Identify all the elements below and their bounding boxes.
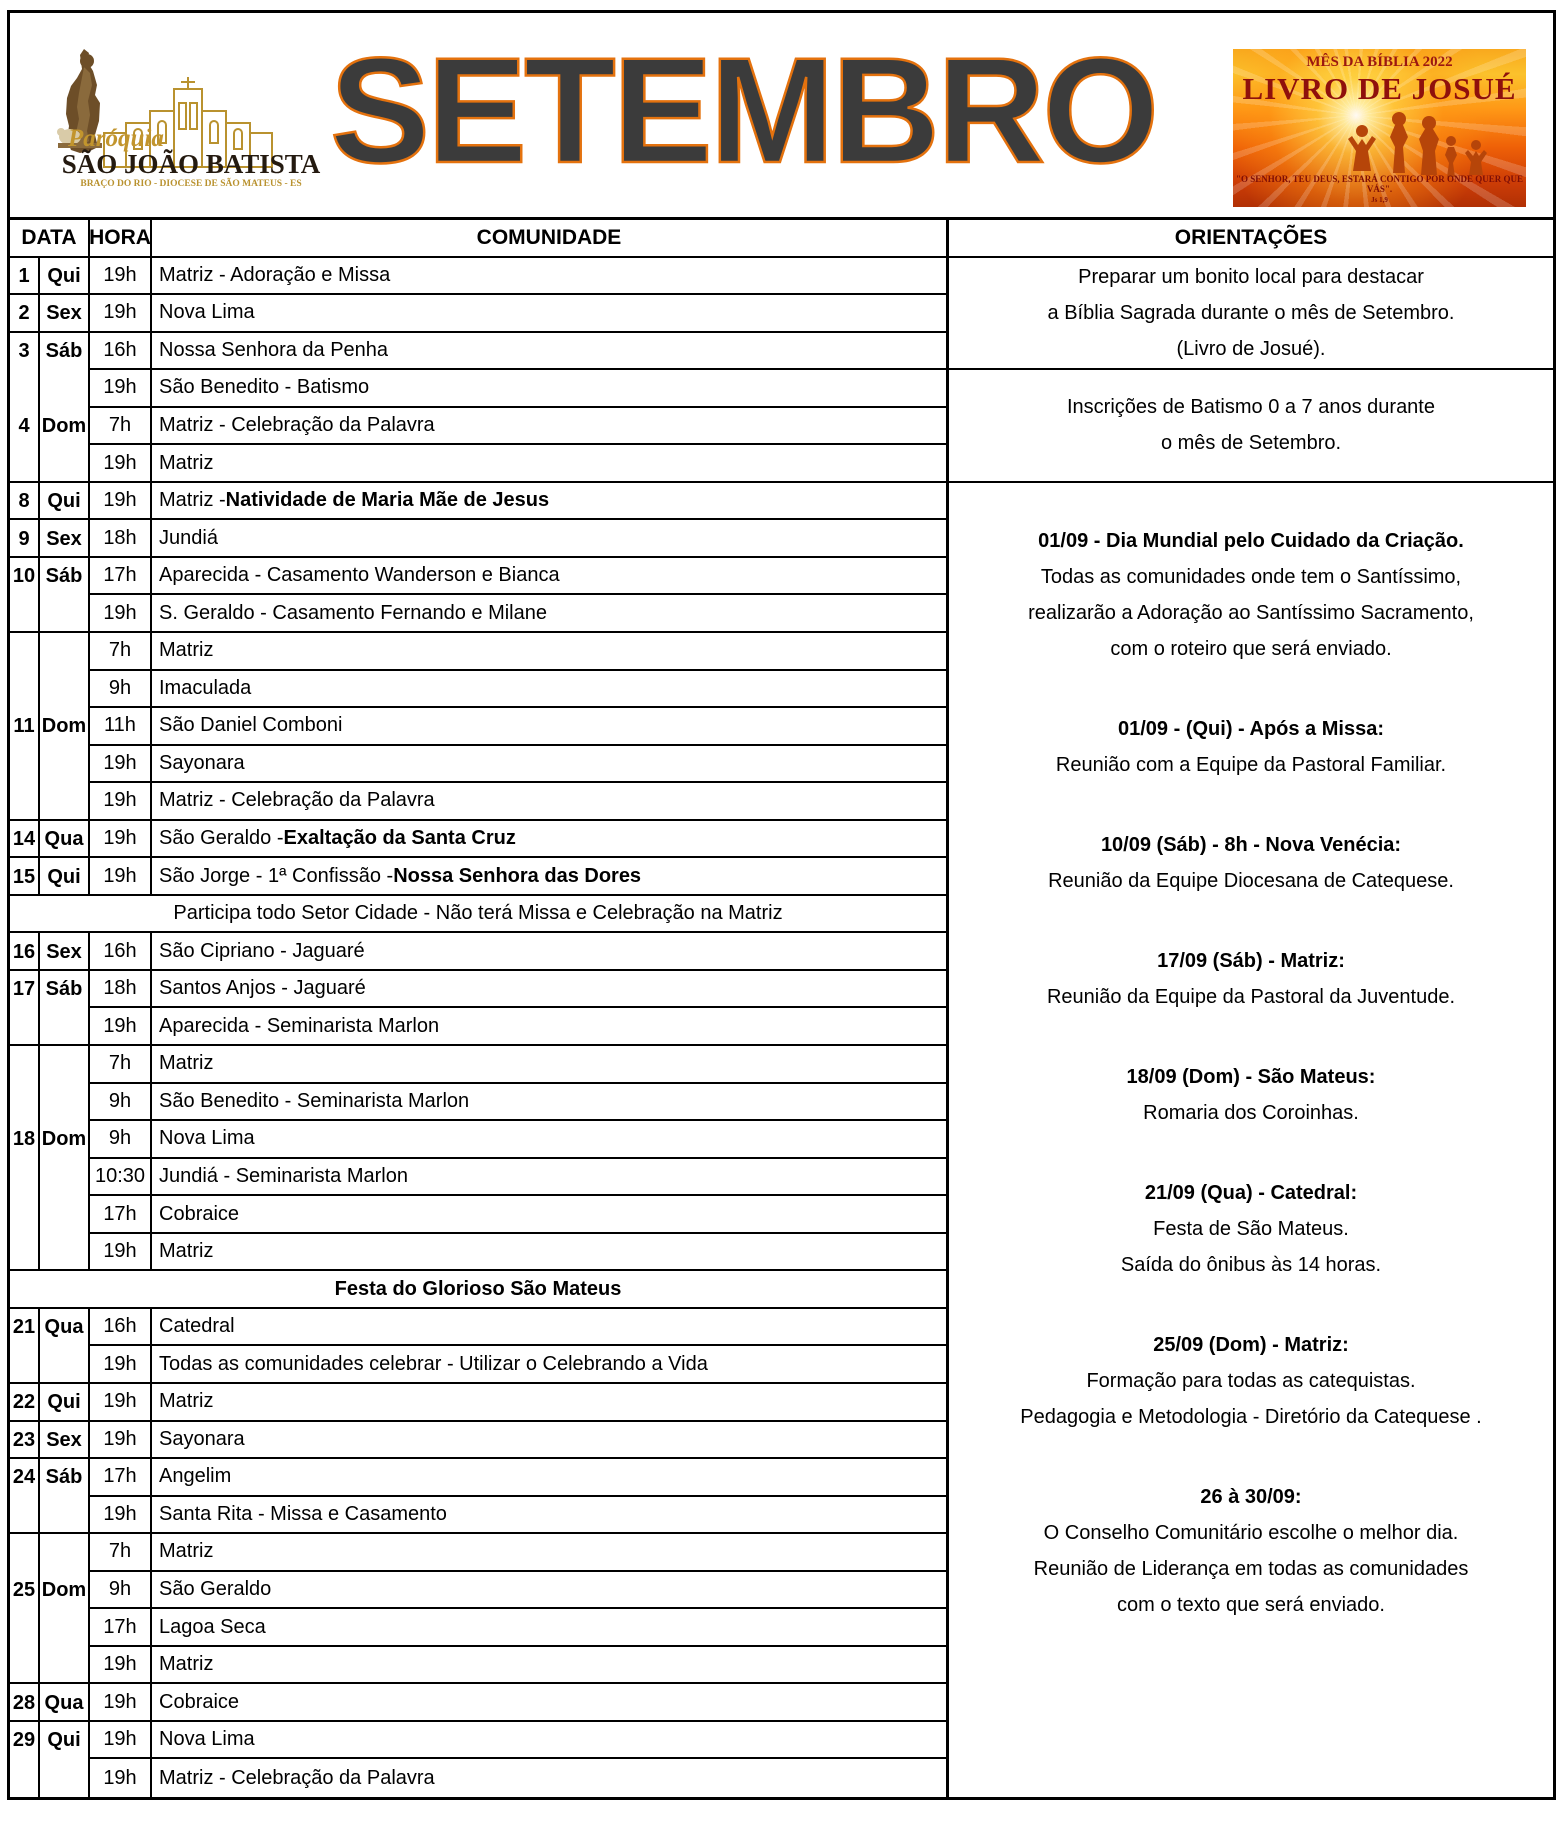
- comunidade-cell: [152, 746, 946, 784]
- comunidade-text: São Benedito - Seminarista Marlon: [159, 1089, 470, 1112]
- comunidade-cell: [152, 633, 946, 671]
- hora-cell: 9h: [90, 1572, 152, 1610]
- date-number-cell: [10, 858, 40, 896]
- date-number-label: 14: [12, 828, 36, 851]
- hora-cell: 9h: [90, 671, 152, 709]
- date-number-cell: [10, 558, 40, 633]
- month-title: SETEMBRO: [330, 26, 1157, 194]
- date-number-label: 10: [12, 565, 36, 588]
- hora-cell: 19h: [90, 1684, 152, 1722]
- hora-cell: 19h: [90, 1497, 152, 1535]
- comunidade-text: Lagoa Seca: [159, 1615, 266, 1638]
- hora-cell: 7h: [90, 408, 152, 446]
- comunidade-cell: [152, 1534, 946, 1572]
- hora-cell: 19h: [90, 1008, 152, 1046]
- parish-logo: [28, 27, 328, 207]
- comunidade-text: Cobraice: [159, 1202, 240, 1225]
- page-frame: [7, 10, 1556, 1800]
- orientation-block-title: 01/09 - (Qui) - Após a Missa:: [1118, 717, 1384, 740]
- date-number-label: 16: [12, 940, 36, 963]
- schedule-table: [10, 220, 946, 1797]
- hora-cell: 18h: [90, 971, 152, 1009]
- date-number-cell: [10, 633, 40, 821]
- date-number-cell: [10, 1684, 40, 1722]
- hora-cell: 19h: [90, 1384, 152, 1422]
- hora-cell: 10:30: [90, 1159, 152, 1197]
- date-number-label: 17: [12, 978, 36, 1001]
- date-day-label: Dom: [41, 1578, 87, 1601]
- date-number-label: 8: [18, 490, 30, 513]
- comunidade-cell: [152, 1647, 946, 1685]
- comunidade-text: Matriz: [159, 1240, 214, 1263]
- comunidade-cell: [152, 821, 946, 859]
- comunidade-text: Matriz: [159, 1390, 214, 1413]
- comunidade-cell: [152, 408, 946, 446]
- col-header-comunidade: COMUNIDADE: [152, 220, 946, 258]
- orientation-line: Todas as comunidades onde tem o Santíssimo,: [1040, 565, 1462, 588]
- date-day-label: Dom: [41, 415, 87, 437]
- comunidade-cell: [152, 370, 946, 408]
- hora-cell: 17h: [90, 1196, 152, 1234]
- hora-cell: 19h: [90, 445, 152, 483]
- date-number-cell: [10, 821, 40, 859]
- comunidade-cell: [152, 1497, 946, 1535]
- date-day-cell: [40, 858, 90, 896]
- comunidade-text: Santos Anjos - Jaguaré: [159, 977, 366, 1000]
- banner-line2: LIVRO DE JOSUÉ: [1242, 71, 1517, 106]
- comunidade-text: São Jorge - 1ª Confissão -: [159, 864, 394, 887]
- date-number-label: 22: [12, 1391, 36, 1414]
- date-day-cell: [40, 633, 90, 821]
- hora-cell: 19h: [90, 1722, 152, 1760]
- orientation-line: Reunião de Liderança em todas as comunidades: [1033, 1557, 1469, 1580]
- date-day-label: Sex: [46, 940, 82, 963]
- date-day-cell: [40, 258, 90, 296]
- orientation-line: Romaria dos Coroinhas.: [1143, 1101, 1359, 1124]
- hora-cell: 17h: [90, 1609, 152, 1647]
- logo-diocese-subtitle: BRAÇO DO RIO - DIOCESE DE SÃO MATEUS - ES: [80, 179, 302, 189]
- banner-quote: "O SENHOR, TEU DEUS, ESTARÁ CONTIGO POR ONDE QUER QUE VÁS".: [1236, 174, 1523, 194]
- date-day-label: Sáb: [45, 565, 83, 588]
- orientation-block: [949, 711, 1553, 783]
- date-number-label: 24: [12, 1466, 36, 1489]
- orientation-line: realizarão a Adoração ao Santíssimo Sacramento,: [1028, 601, 1474, 624]
- date-day-cell: [40, 933, 90, 971]
- hora-cell: 19h: [90, 821, 152, 859]
- date-day-cell: [40, 1684, 90, 1722]
- comunidade-text: Matriz - Celebração da Palavra: [159, 1766, 435, 1789]
- comunidade-text: Jundiá - Seminarista Marlon: [159, 1164, 408, 1187]
- comunidade-cell: [152, 1759, 946, 1797]
- comunidade-cell: [152, 520, 946, 558]
- comunidade-text: S. Geraldo - Casamento Fernando e Milane: [159, 601, 547, 624]
- comunidade-cell: [152, 333, 946, 371]
- comunidade-cell: [152, 558, 946, 596]
- comunidade-cell: [152, 671, 946, 709]
- date-number-label: 28: [12, 1691, 36, 1714]
- date-day-label: Sáb: [45, 1466, 83, 1489]
- date-number-cell: [10, 933, 40, 971]
- bible-month-banner: [1233, 49, 1526, 207]
- date-number-label: 3: [18, 339, 30, 362]
- date-number-cell: [10, 1309, 40, 1384]
- comunidade-cell: [152, 933, 946, 971]
- date-day-label: Qui: [47, 264, 81, 287]
- date-number-cell: [10, 1459, 40, 1534]
- comunidade-text: Catedral: [159, 1315, 235, 1338]
- date-number-label: 11: [13, 715, 35, 738]
- comunidade-cell: [152, 483, 946, 521]
- comunidade-cell: [152, 1722, 946, 1760]
- comunidade-text: Nova Lima: [159, 1728, 255, 1751]
- hora-cell: 16h: [90, 1309, 152, 1347]
- col-header-hora: HORA: [90, 220, 152, 258]
- orientation-line: Reunião da Equipe da Pastoral da Juventude.: [1046, 985, 1456, 1008]
- date-number-label: 2: [18, 302, 30, 325]
- date-day-label: Sáb: [45, 978, 83, 1001]
- comunidade-cell: [152, 1572, 946, 1610]
- date-day-cell: [40, 520, 90, 558]
- hora-cell: 16h: [90, 933, 152, 971]
- hora-cell: 19h: [90, 483, 152, 521]
- hora-cell: 19h: [90, 1422, 152, 1460]
- date-number-cell: [10, 1722, 40, 1797]
- date-day-label: Sex: [46, 527, 82, 550]
- orientation-block: [949, 943, 1553, 1015]
- comunidade-text: Matriz - Adoração e Missa: [159, 263, 391, 286]
- comunidade-cell: [152, 1346, 946, 1384]
- hora-cell: 19h: [90, 370, 152, 408]
- orientations-column: [946, 220, 1553, 1797]
- orientations-cell-bible: [949, 258, 1553, 371]
- logo-parish-name: SÃO JOÃO BATISTA: [61, 149, 321, 179]
- comunidade-cell: [152, 1422, 946, 1460]
- date-number-cell: [10, 483, 40, 521]
- page-header: [10, 13, 1553, 217]
- comunidade-cell: [152, 445, 946, 483]
- hora-cell: 19h: [90, 783, 152, 821]
- comunidade-cell: [152, 858, 946, 896]
- comunidade-text: Exaltação da Santa Cruz: [283, 827, 516, 850]
- date-day-label: Sex: [46, 1428, 82, 1451]
- date-day-label: Qui: [47, 1729, 81, 1752]
- hora-cell: 11h: [90, 708, 152, 746]
- orientation-line: Reunião da Equipe Diocesana de Catequese.: [1048, 869, 1454, 892]
- date-day-label: Sex: [46, 302, 82, 325]
- date-day-label: Sáb: [45, 339, 83, 362]
- comunidade-cell: [152, 1046, 946, 1084]
- date-day-cell: [40, 971, 90, 1046]
- date-number-cell: [10, 1384, 40, 1422]
- comunidade-text: Aparecida - Seminarista Marlon: [159, 1014, 440, 1037]
- comunidade-cell: [152, 1609, 946, 1647]
- date-day-label: Qui: [47, 865, 81, 888]
- date-number-cell: [10, 971, 40, 1046]
- comunidade-text: Aparecida - Casamento Wanderson e Bianca: [159, 564, 560, 587]
- hora-cell: 19h: [90, 295, 152, 333]
- orientations-header: ORIENTAÇÕES: [949, 220, 1553, 258]
- hora-cell: 17h: [90, 1459, 152, 1497]
- comunidade-cell: [152, 1384, 946, 1422]
- comunidade-cell: [152, 1684, 946, 1722]
- hora-cell: 7h: [90, 1534, 152, 1572]
- hora-cell: 7h: [90, 1046, 152, 1084]
- date-number-cell: [10, 258, 40, 296]
- hora-cell: 19h: [90, 1759, 152, 1797]
- orientation-line: Saída do ônibus às 14 horas.: [1120, 1253, 1382, 1276]
- comunidade-text: Matriz - Celebração da Palavra: [159, 789, 435, 812]
- hora-cell: 19h: [90, 1346, 152, 1384]
- orientation-line: O Conselho Comunitário escolhe o melhor dia.: [1043, 1521, 1459, 1544]
- comunidade-text: Nova Lima: [159, 1127, 255, 1150]
- date-day-label: Qui: [47, 490, 81, 513]
- comunidade-cell: [152, 1309, 946, 1347]
- col-header-data: DATA: [10, 220, 90, 258]
- date-number-cell: [10, 1534, 40, 1684]
- banner-verse-ref: Js 1,9: [1371, 196, 1388, 204]
- comunidade-text: Matriz: [159, 1540, 214, 1563]
- date-day-cell: [40, 333, 90, 483]
- comunidade-text: Matriz: [159, 1653, 214, 1676]
- orientation-block: [949, 1175, 1553, 1283]
- hora-cell: 16h: [90, 333, 152, 371]
- comunidade-text: Sayonara: [159, 751, 245, 774]
- date-number-label: 18: [12, 1128, 36, 1151]
- comunidade-cell: [152, 1121, 946, 1159]
- orientation-block: [949, 1327, 1553, 1435]
- date-day-label: Qui: [47, 1391, 81, 1414]
- date-number-cell: [10, 520, 40, 558]
- date-day-cell: [40, 1046, 90, 1271]
- comunidade-cell: [152, 971, 946, 1009]
- date-day-cell: [40, 1309, 90, 1384]
- orientation-block: [949, 523, 1553, 667]
- date-number-label: 29: [12, 1729, 36, 1752]
- comunidade-text: Matriz: [159, 639, 214, 662]
- comunidade-text: Matriz: [159, 1052, 214, 1075]
- orientation-block-title: 21/09 (Qua) - Catedral:: [1144, 1181, 1358, 1204]
- date-number-cell: [10, 333, 40, 483]
- orientation-block-title: 01/09 - Dia Mundial pelo Cuidado da Criação.: [1038, 529, 1464, 552]
- hora-cell: 19h: [90, 858, 152, 896]
- comunidade-text: São Geraldo -: [159, 827, 284, 850]
- comunidade-cell: [152, 1196, 946, 1234]
- hora-cell: 18h: [90, 520, 152, 558]
- comunidade-text: Santa Rita - Missa e Casamento: [159, 1502, 447, 1525]
- orientations-cell-notices: [949, 483, 1553, 1797]
- orientation-block-title: 18/09 (Dom) - São Mateus:: [1126, 1065, 1376, 1088]
- comunidade-text: Nova Lima: [159, 301, 255, 324]
- comunidade-cell: [152, 295, 946, 333]
- date-number-label: 15: [12, 865, 36, 888]
- comunidade-text: São Geraldo: [159, 1577, 272, 1600]
- date-day-cell: [40, 295, 90, 333]
- comunidade-cell: [152, 258, 946, 296]
- orientation-line: a Bíblia Sagrada durante o mês de Setembro.: [1047, 301, 1455, 324]
- orientation-line: Festa de São Mateus.: [1153, 1217, 1349, 1240]
- table-note-row: Festa do Glorioso São Mateus: [10, 1271, 946, 1309]
- comunidade-text: Nossa Senhora das Dores: [393, 864, 642, 887]
- hora-cell: 19h: [90, 1234, 152, 1272]
- date-number-cell: [10, 1046, 40, 1271]
- orientation-block-title: 17/09 (Sáb) - Matriz:: [1157, 949, 1345, 972]
- comunidade-cell: [152, 783, 946, 821]
- logo-paroquia-text: Paróquia: [68, 125, 164, 152]
- date-day-cell: [40, 483, 90, 521]
- orientation-block: [949, 1479, 1553, 1623]
- hora-cell: 19h: [90, 258, 152, 296]
- date-number-label: 1: [18, 264, 30, 287]
- table-note-row: Participa todo Setor Cidade - Não terá Missa e Celebração na Matriz: [10, 896, 946, 934]
- comunidade-cell: [152, 1459, 946, 1497]
- comunidade-cell: [152, 1234, 946, 1272]
- date-number-label: 4: [18, 415, 30, 437]
- orientation-block: [949, 827, 1553, 899]
- date-number-label: 25: [12, 1578, 36, 1601]
- date-day-label: Qua: [44, 828, 84, 851]
- date-day-cell: [40, 1534, 90, 1684]
- date-number-cell: [10, 295, 40, 333]
- orientation-block-title: 10/09 (Sáb) - 8h - Nova Venécia:: [1100, 833, 1402, 856]
- hora-cell: 9h: [90, 1121, 152, 1159]
- orientation-block-title: 25/09 (Dom) - Matriz:: [1153, 1333, 1349, 1356]
- date-day-cell: [40, 821, 90, 859]
- hora-cell: 19h: [90, 595, 152, 633]
- orientation-block: [949, 1059, 1553, 1131]
- date-day-cell: [40, 1459, 90, 1534]
- date-number-label: 21: [12, 1316, 36, 1339]
- comunidade-text: São Benedito - Batismo: [159, 376, 370, 399]
- orientation-line: Formação para todas as catequistas.: [1086, 1369, 1416, 1392]
- comunidade-cell: [152, 708, 946, 746]
- comunidade-text: Matriz - Celebração da Palavra: [159, 414, 435, 436]
- comunidade-text: Todas as comunidades celebrar - Utilizar o Celebrando a Vida: [159, 1352, 708, 1375]
- orientation-line: Inscrições de Batismo 0 a 7 anos durante: [1067, 396, 1435, 419]
- date-number-label: 23: [12, 1428, 36, 1451]
- comunidade-text: Imaculada: [159, 676, 252, 699]
- orientation-line: (Livro de Josué).: [1176, 337, 1326, 360]
- date-day-label: Dom: [41, 715, 87, 738]
- orientation-line: Reunião com a Equipe da Pastoral Familiar.: [1055, 753, 1447, 776]
- orientation-line: com o texto que será enviado.: [1117, 1593, 1385, 1616]
- date-day-cell: [40, 558, 90, 633]
- comunidade-text: São Cipriano - Jaguaré: [159, 939, 365, 962]
- comunidade-cell: [152, 1084, 946, 1122]
- orientation-line: Pedagogia e Metodologia - Diretório da Catequese .: [1020, 1405, 1482, 1428]
- orientation-line: com o roteiro que será enviado.: [1110, 637, 1392, 660]
- orientations-cell-baptism: [949, 370, 1553, 483]
- orientation-line: Preparar um bonito local para destacar: [1078, 265, 1424, 288]
- orientation-block-title: 26 à 30/09:: [1200, 1485, 1302, 1508]
- comunidade-text: São Daniel Comboni: [159, 714, 343, 737]
- banner-line1: MÊS DA BÍBLIA 2022: [1306, 54, 1453, 70]
- date-number-label: 9: [18, 527, 30, 550]
- comunidade-text: Matriz -: [159, 489, 226, 512]
- hora-cell: 9h: [90, 1084, 152, 1122]
- hora-cell: 7h: [90, 633, 152, 671]
- comunidade-text: Sayonara: [159, 1427, 245, 1450]
- schedule-table-area: [10, 217, 1553, 1797]
- date-number-cell: [10, 1422, 40, 1460]
- hora-cell: 19h: [90, 746, 152, 784]
- date-day-cell: [40, 1384, 90, 1422]
- date-day-label: Qua: [44, 1316, 84, 1339]
- comunidade-cell: [152, 595, 946, 633]
- hora-cell: 17h: [90, 558, 152, 596]
- comunidade-text: Jundiá: [159, 526, 218, 549]
- comunidade-cell: [152, 1008, 946, 1046]
- comunidade-cell: [152, 1159, 946, 1197]
- comunidade-text: Angelim: [159, 1465, 232, 1488]
- date-day-label: Dom: [41, 1128, 87, 1151]
- orientation-line: o mês de Setembro.: [1160, 432, 1342, 455]
- comunidade-text: Natividade de Maria Mãe de Jesus: [225, 489, 550, 512]
- date-day-cell: [40, 1722, 90, 1797]
- comunidade-text: Nossa Senhora da Penha: [159, 338, 389, 361]
- date-day-cell: [40, 1422, 90, 1460]
- comunidade-text: Cobraice: [159, 1690, 240, 1713]
- hora-cell: 19h: [90, 1647, 152, 1685]
- comunidade-text: Matriz: [159, 451, 214, 474]
- date-day-label: Qua: [44, 1691, 84, 1714]
